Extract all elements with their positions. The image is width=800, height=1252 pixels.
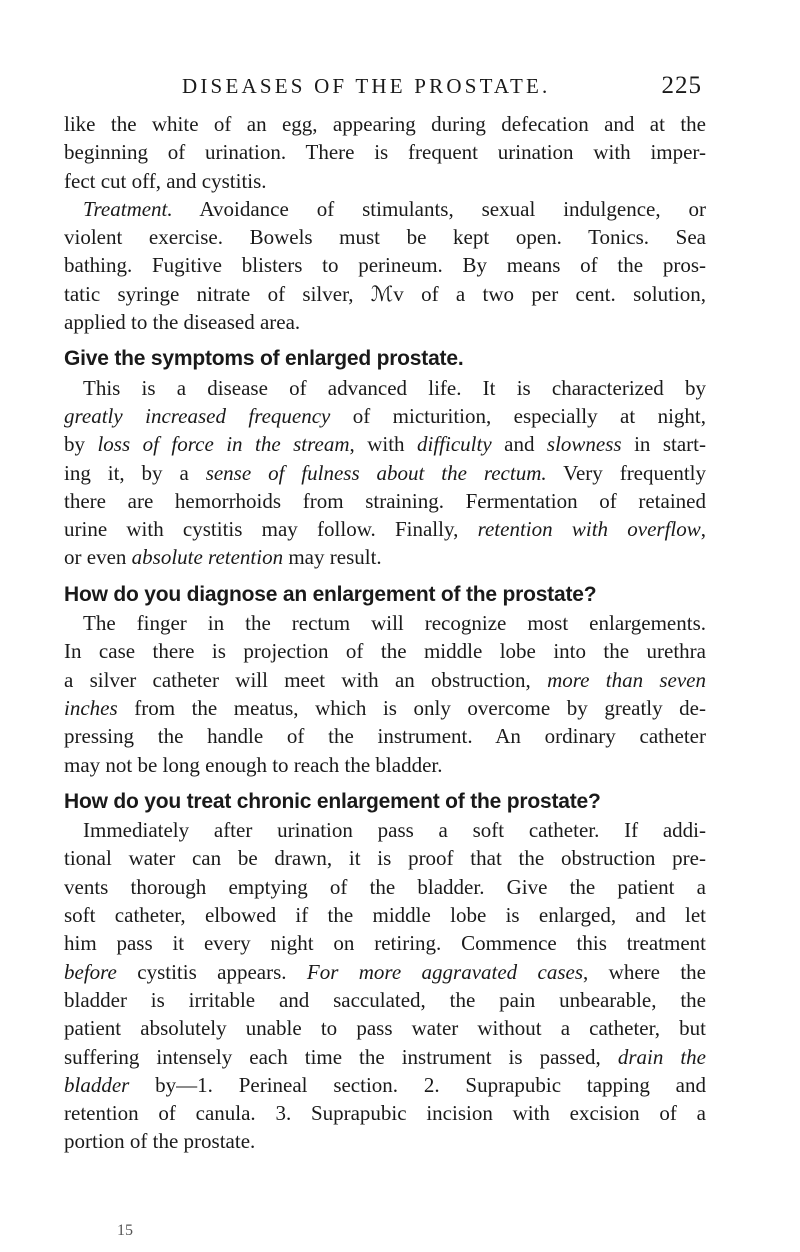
text-line: This is a disease of advanced life. It is characterized by <box>83 375 706 400</box>
text-line: or even absolute retention may result. <box>64 545 382 570</box>
text-line: urine with cystitis may follow. Finally, retention with overflow, <box>64 517 706 542</box>
question-heading: How do you treat chronic enlargement of the prostate? <box>64 789 601 813</box>
text-line: vents thorough emptying of the bladder. Give the patient a <box>64 874 706 899</box>
text-line: violent exercise. Bowels must be kept open. Tonics. Sea <box>64 225 706 250</box>
text-line: beginning of urination. There is frequent urination with imper- <box>64 140 706 165</box>
treatment-line: Treatment. Avoidance of stimulants, sexual indulgence, or <box>83 196 706 221</box>
question-heading: How do you diagnose an enlargement of the prostate? <box>64 582 597 606</box>
text-line: inches from the meatus, which is only overcome by greatly de- <box>64 695 706 720</box>
signature-mark: 15 <box>117 1222 133 1239</box>
text-line: bladder by—1. Perineal section. 2. Suprapubic tapping and <box>64 1072 706 1097</box>
text-line: him pass it every night on retiring. Commence this treatment <box>64 931 706 956</box>
text-line: portion of the prostate. <box>64 1129 256 1154</box>
treatment-label: Treatment. <box>83 196 173 221</box>
text-line: like the white of an egg, appearing during defecation and at the <box>64 112 706 136</box>
text-line: there are hemorrhoids from straining. Fermentation of retained <box>64 488 706 513</box>
text-line: fect cut off, and cystitis. <box>64 168 267 193</box>
text-line: Immediately after urination pass a soft catheter. If addi- <box>83 818 706 843</box>
running-title: DISEASES OF THE PROSTATE. <box>182 74 551 98</box>
text-line: tional water can be drawn, it is proof that the obstruction pre- <box>64 846 706 871</box>
text-line: The finger in the rectum will recognize most enlargements. <box>83 611 706 636</box>
text-line: before cystitis appears. For more aggravated cases, where the <box>64 959 706 984</box>
text-line: pressing the handle of the instrument. An ordinary catheter <box>64 724 706 749</box>
text-line: by loss of force in the stream, with difficulty and slowness in start- <box>64 432 707 457</box>
text-line: tatic syringe nitrate of silver, ℳv of a two per cent. solution, <box>64 281 706 306</box>
text-line: retention of canula. 3. Suprapubic incision with excision of a <box>64 1101 706 1126</box>
page-number: 225 <box>661 72 702 99</box>
text-line: bladder is irritable and sacculated, the pain unbearable, the <box>64 987 706 1012</box>
page-body <box>64 110 706 1156</box>
text-line: suffering intensely each time the instrument is passed, drain the <box>64 1044 706 1069</box>
question-heading: Give the symptoms of enlarged prostate. <box>64 347 464 371</box>
text-line: bathing. Fugitive blisters to perineum. By means of the pros- <box>64 253 706 278</box>
text-line: a silver catheter will meet with an obstruction, more than seven <box>64 667 706 692</box>
text-line: ing it, by a sense of fulness about the rectum. Very frequently <box>64 460 706 485</box>
text-line: applied to the diseased area. <box>64 310 301 335</box>
text-line: greatly increased frequency of micturition, especially at night, <box>64 403 706 428</box>
text-line: In case there is projection of the middle lobe into the urethra <box>64 639 706 664</box>
text-line: patient absolutely unable to pass water without a catheter, but <box>64 1016 706 1041</box>
text-line: may not be long enough to reach the bladder. <box>64 752 443 777</box>
running-header <box>182 74 702 99</box>
text-line: soft catheter, elbowed if the middle lobe is enlarged, and let <box>64 903 706 928</box>
